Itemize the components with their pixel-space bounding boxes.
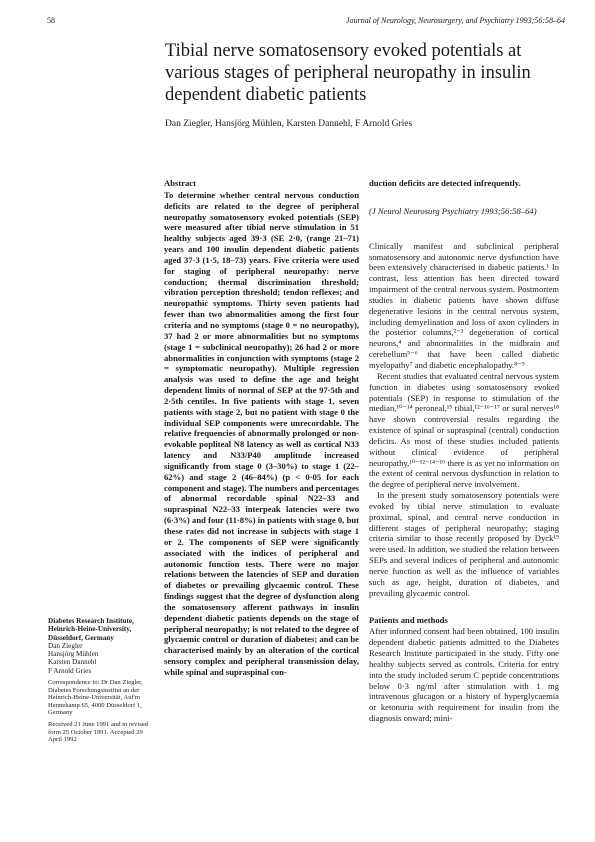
abstract-continuation: duction deficits are detected infrequently. xyxy=(369,178,521,188)
body-column xyxy=(369,178,559,724)
abstract-heading: Abstract xyxy=(164,178,196,188)
author-affiliation xyxy=(48,617,152,744)
intro-paragraph-1: Clinically manifest and subclinical peripheral somatosensory and autonomic nerve dysfunction have been extensively characterised in diabetic patients.¹ In contrast, less attention has been directed toward impairment of the central nervous system. Postmortem studies in diabetic patients have shown diffuse degenerative lesions in the central nervous system, including demyelination and loss of axon cylinders in the posterior columns,²⁻³ degeneration of cortical neurons,⁴ and abnormalities in the midbrain and cerebellum⁵⁻⁶ that have been called diabetic myelopathy⁷ and diabetic encephalopathy.⁸⁻⁹ xyxy=(369,240,559,370)
author-list: Dan Ziegler, Hansjörg Mühlen, Karsten Dannehl, F Arnold Gries xyxy=(165,119,413,129)
methods-heading: Patients and methods xyxy=(369,614,448,625)
institute-name: Diabetes Research Institute, Heinrich-Heine-University, Düsseldorf, Germany xyxy=(48,617,134,642)
abstract-text: To determine whether central nervous conduction deficits are related to the degree of peripheral neuropathy somatosensory evoked potentials (SEP) were measured after tibial nerve stimulation in 51 healthy subjects aged 39·3 (SE 2·0, (range 21–71) years and 100 insulin dependent diabetic patients aged 37·3 (1·5, 18–73) years. Five criteria were used for staging of peripheral neuropathy: nerve conduction; thermal discrimination threshold; vibration perception threshold; tendon reflexes; and neuropathic symptoms. Thirty seven patients had fewer than two abnormalities among the first four criteria and no symptoms (stage 0 = no neuropathy), 37 had 2 or more abnormalities but no symptoms (stage 1 = subclinical neuropathy); 26 had 2 or more abnormalities in conjunction with symptoms (stage 2 = symptomatic neuropathy). Multiple regression analysis was used to define the age and height dependent limits of normal of SEP at the 97·5th and 2·5th centiles. In five patients with stage 1, seven patients with stage 2, but no patient with stage 0 the individual SEP components were unrecordable. The relative frequencies of abnormally prolonged or non-evokable popliteal N8 latency as well as cortical N33 latency and N33/P40 amplitude increased significantly from stage 0 (3–30%) to stage 1 (22–62%) and stage 2 (46–84%) (p < 0·05 for each component and stage). The numbers and percentages of abnormal recordable spinal N22–33 and supraspinal N22–33 interpeak latencies were two (6·3%) and four (11·8%) in patients with stage 0, but these rates did not increase in subjects with stage 1 or 2. The components of SEP were significantly associated with the indices of peripheral and autonomic function tests. There were no major relations between the latencies of SEP and duration of diabetes or prevailing glycaemic control. These findings suggest that the degree of dysfunction along the somatosensory afferent pathways in insulin dependent diabetic patients depends on the stage of peripheral neuropathy; is not related to the degree of glycaemic control or duration of diabetes; and can be characterised mainly by an alteration of the cortical sensory complex and peripheral transmission delay, while spinal and supraspinal con- xyxy=(164,189,359,677)
affiliation-author: Hansjörg Mühlen xyxy=(48,650,99,659)
received-dates: Received 21 June 1991 and in revised form 25 October 1991. Accepted 29 April 1992 xyxy=(48,721,148,744)
intro-paragraph-3: In the present study somatosensory potentials were evoked by tibial nerve stimulation to evaluate proximal, spinal, and central nerve conduction in different stages of peripheral neuropathy; staging criteria similar to those recently proposed by Dyck¹⁹ were used. In addition, we studied the relation between SEPs and several indices of peripheral and autonomic nerve function as well as the influence of variables such as age, height, duration of diabetes, and prevailing glycaemic control. xyxy=(369,490,559,598)
article-title: Tibial nerve somatosensory evoked potentials at various stages of peripheral neuropathy in insulin dependent diabetic patients xyxy=(165,41,531,105)
correspondence-note: Correspondence to: Dr Dan Ziegler, Diabetes Forschungsinstitut an der Heinrich-Heine-Universität, Auf'm Hennekamp 65, 4000 Düsseldorf 1, Germany xyxy=(48,679,143,717)
methods-paragraph: After informed consent had been obtained, 100 insulin dependent diabetic patients admitted to the Diabetes Research Institute participated in the study. Fifty one healthy subjects served as controls. Criteria for entry into the study included serum C peptide concentrations below 0·3 ng/ml after stimulation with 1 mg intravenous glucagon or a history of hyperglycaemia or ketonuria with requirement for insulin from the diagnosis onward; mini- xyxy=(369,626,559,724)
running-header: Journal of Neurology, Neurosurgery, and Psychiatry 1993;56:58–64 xyxy=(345,16,565,25)
affiliation-author: Karsten Dannehl xyxy=(48,658,97,667)
abstract-column xyxy=(164,178,359,678)
affiliation-author: Dan Ziegler xyxy=(48,641,83,650)
citation-line: (J Neurol Neurosurg Psychiatry 1993;56:58–64) xyxy=(369,205,537,216)
intro-paragraph-2: Recent studies that evaluated central nervous system function in diabetes using somatosensory evoked potentials (SEP) in response to stimulation of the median,¹⁰⁻¹⁴ peroneal,¹⁵ tibial,¹²⁻¹⁶⁻¹⁷ or sural nerves¹⁸ have shown controversial results regarding the existence of spinal or supraspinal (central) conduction deficits. As most of these studies included patients without clinical evidence of peripheral neuropathy,¹⁰⁻¹²⁻¹⁴⁻¹⁶ there is as yet no information on the extent of central nervous dysfunction in relation to the degree of peripheral nerve involvement. xyxy=(369,370,559,490)
affiliation-author: F Arnold Gries xyxy=(48,666,92,675)
page-number: 58 xyxy=(47,16,55,25)
